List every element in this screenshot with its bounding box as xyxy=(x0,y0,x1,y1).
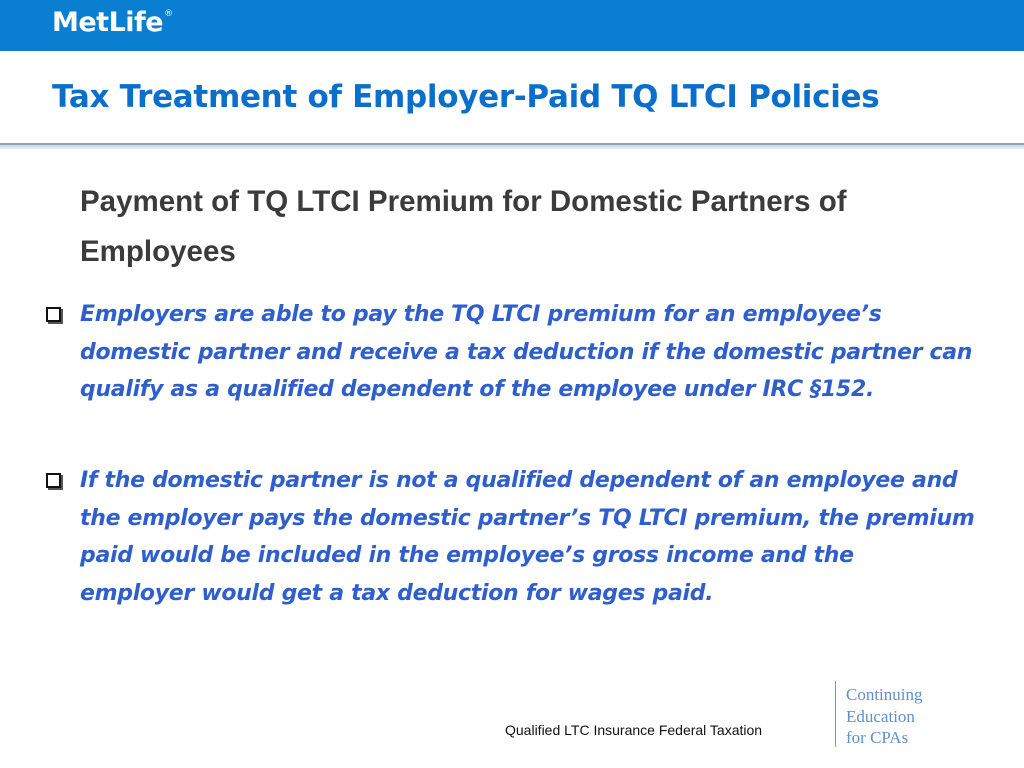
registered-mark: ® xyxy=(164,9,173,19)
bullet-text: Employers are able to pay the TQ LTCI premium for an employee’s domestic partner and receive a tax deduction if the domestic partner can qualify as a qualified dependent of the employee under IRC §152. xyxy=(80,302,973,403)
slide-subheading: Payment of TQ LTCI Premium for Domestic Partners of Employees xyxy=(80,185,847,268)
header-bar xyxy=(0,0,1024,51)
cpe-logo-line: Education xyxy=(846,706,915,726)
footer-divider xyxy=(835,681,836,747)
title-divider xyxy=(0,143,1024,149)
slide-title: Tax Treatment of Employer-Paid TQ LTCI Policies xyxy=(52,79,880,115)
footer-course-title: Qualified LTC Insurance Federal Taxation xyxy=(505,722,763,738)
metlife-logo xyxy=(52,7,173,38)
checkbox-square-icon xyxy=(46,473,61,488)
bullet-text: If the domestic partner is not a qualified dependent of an employee and the employer pays the domestic partner’s TQ LTCI premium, the premium paid would be included in the employee’s gross income and the employer would get a tax deduction for wages paid. xyxy=(80,468,975,606)
cpe-logo-line: Continuing xyxy=(846,685,923,704)
brand-name: MetLife xyxy=(52,7,164,38)
checkbox-square-icon xyxy=(46,307,61,322)
cpe-logo-line: for CPAs xyxy=(846,728,909,747)
cpe-logo xyxy=(846,684,923,749)
